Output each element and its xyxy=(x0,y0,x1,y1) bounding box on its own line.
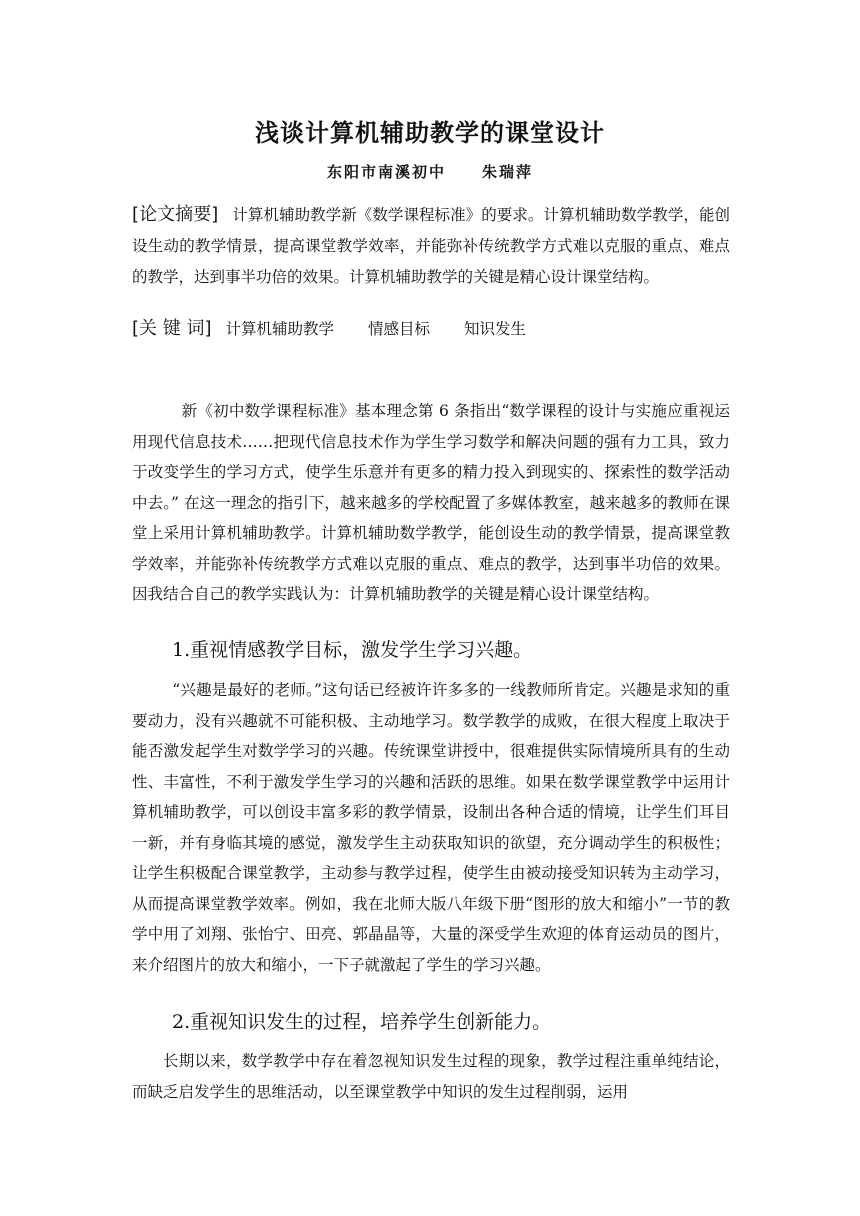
section-heading-2: 2.重视知识发生的过程，培养学生创新能力。 xyxy=(172,1011,552,1033)
intro-paragraph: 新《初中数学课程标准》基本理念第 6 条指出“数学课程的设计与实施应重视运用现代信息技术……把现代信息技术作为学生学习数学和解决问题的强有力工具，致力于改变学生的学习方式，使学生乐意并有更多的精力投入到现实的、探索性的数学活动中去。” 在这一理念的指引下，越来越多的学校配置了多媒体教室，越来越多的教师在课堂上采用计算机辅助教学。计算机辅助数学教学，能创设生动的教学情景，提高课堂教学效率，并能弥补传统教学方式难以克服的重点、难点的教学，达到事半功倍的效果。因我结合自己的教学实践认为：计算机辅助教学的关键是精心设计课堂结构。 xyxy=(132,402,730,603)
author-line xyxy=(0,161,860,182)
abstract-text: 计算机辅助教学新《数学课程标准》的要求。计算机辅助数学教学，能创设生动的教学情景，提高课堂教学效率，并能弥补传统教学方式难以克服的重点、难点的教学，达到事半功倍的效果。计算机辅助教学的关键是精心设计课堂结构。 xyxy=(132,206,730,286)
keyword-item: 情感目标 xyxy=(368,320,431,338)
abstract-label: [论文摘要] xyxy=(132,204,219,225)
section-2-paragraph: 长期以来，数学教学中存在着忽视知识发生过程的现象，教学过程注重单纯结论，而缺乏启发学生的思维活动，以至课堂教学中知识的发生过程削弱，运用 xyxy=(132,1052,730,1101)
keyword-item: 计算机辅助教学 xyxy=(225,320,335,338)
section-1-paragraph: “兴趣是最好的老师。”这句话已经被许许多多的一线教师所肯定。兴趣是求知的重要动力，没有兴趣就不可能积极、主动地学习。数学教学的成败，在很大程度上取决于能否激发起学生对数学学习的兴趣。传统课堂讲授中，很难提供实际情境所具有的生动性、丰富性，不利于激发学生学习的兴趣和活跃的思维。如果在数学课堂教学中运用计算机辅助教学，可以创设丰富多彩的教学情景，设制出各种合适的情境，让学生们耳目一新，并有身临其境的感觉，激发学生主动获取知识的欲望，充分调动学生的积极性；让学生积极配合课堂教学，主动参与教学过程，使学生由被动接受知识转为主动学习，从而提高课堂教学效率。例如，我在北师大版八年级下册“图形的放大和缩小”一节的教学中用了刘翔、张怡宁、田亮、郭晶晶等，大量的深受学生欢迎的体育运动员的图片，来介绍图片的放大和缩小，一下子就激起了学生的学习兴趣。 xyxy=(132,681,730,974)
section-heading-1: 1.重视情感教学目标，激发学生学习兴趣。 xyxy=(172,639,533,661)
author-name: 朱瑞萍 xyxy=(482,163,534,181)
keyword-item: 知识发生 xyxy=(464,320,527,338)
author-school: 东阳市南溪初中 xyxy=(326,163,446,181)
keywords-label: [关 键 词] xyxy=(132,318,212,339)
keywords xyxy=(132,313,730,345)
document-title: 浅谈计算机辅助教学的课堂设计 xyxy=(255,119,605,147)
abstract xyxy=(132,199,730,293)
